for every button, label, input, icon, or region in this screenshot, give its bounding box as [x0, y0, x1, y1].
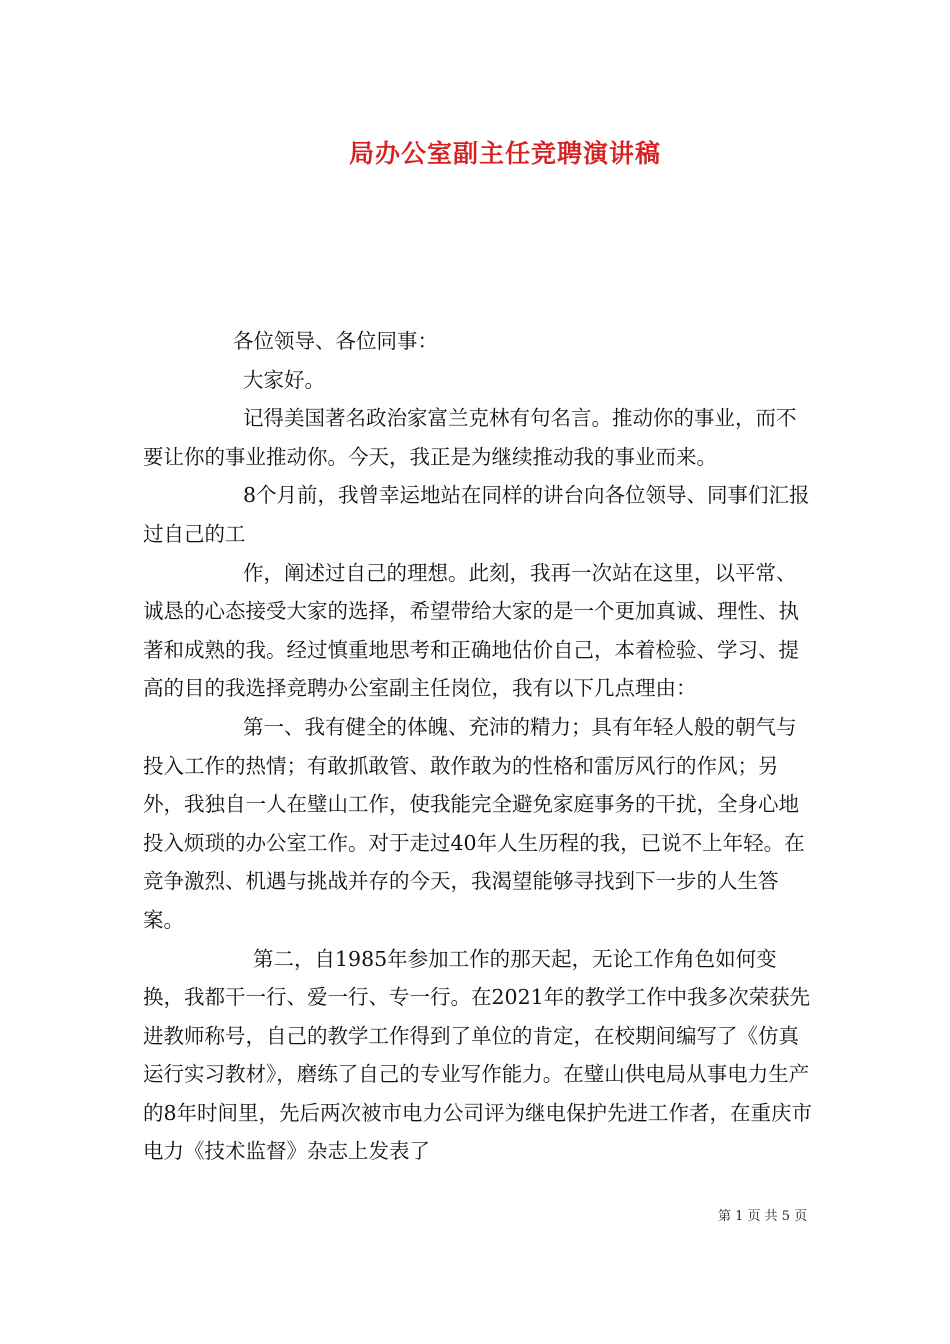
page-number-footer: 第 1 页 共 5 页 [718, 1209, 808, 1224]
paragraph-reason-one: 第一、我有健全的体魄、充沛的精力；具有年轻人般的朝气与投入工作的热情；有敢抓敢管、敢作敢为的性格和雷厉风行的作风；另外，我独自一人在璧山工作，使我能完全避免家庭事务的干扰，全身心地投入烦琐的办公室工作。对于走过40年人生历程的我，已说不上年轻。在竞争激烈、机遇与挑战并存的今天，我渴望能够寻找到下一步的人生答案。 [143, 714, 805, 932]
paragraph-reason-two: 第二，自1985年参加工作的那天起，无论工作角色如何变换，我都干一行、爱一行、专一行。在2021年的教学工作中我多次荣获先进教师称号，自己的教学工作得到了单位的肯定，在校期间编写了《仿真运行实习教材》，磨练了自己的专业写作能力。在璧山供电局从事电力生产的8年时间里，先后两次被市电力公司评为继电保护先进工作者，在重庆市电力《技术监督》杂志上发表了 [143, 946, 813, 1164]
greeting: 大家好。 [243, 367, 325, 392]
paragraph-reasons-intro: 作，阐述过自己的理想。此刻，我再一次站在这里，以平常、诚恳的心态接受大家的选择，希望带给大家的是一个更加真诚、理性、执著和成熟的我。经过慎重地思考和正确地估价自己，本着检验、学习、提高的目的我选择竞聘办公室副主任岗位，我有以下几点理由： [143, 560, 799, 701]
salutation: 各位领导、各位同事： [233, 329, 438, 353]
document-title: 局办公室副主任竞聘演讲稿 [348, 139, 661, 168]
document-body [143, 322, 815, 1171]
paragraph-eight-months-ago: 8个月前，我曾幸运地站在同样的讲台向各位领导、同事们汇报过自己的工 [143, 483, 810, 546]
paragraph-franklin-quote: 记得美国著名政治家富兰克林有句名言。推动你的事业，而不要让你的事业推动你。今天，我正是为继续推动我的事业而来。 [143, 406, 797, 469]
